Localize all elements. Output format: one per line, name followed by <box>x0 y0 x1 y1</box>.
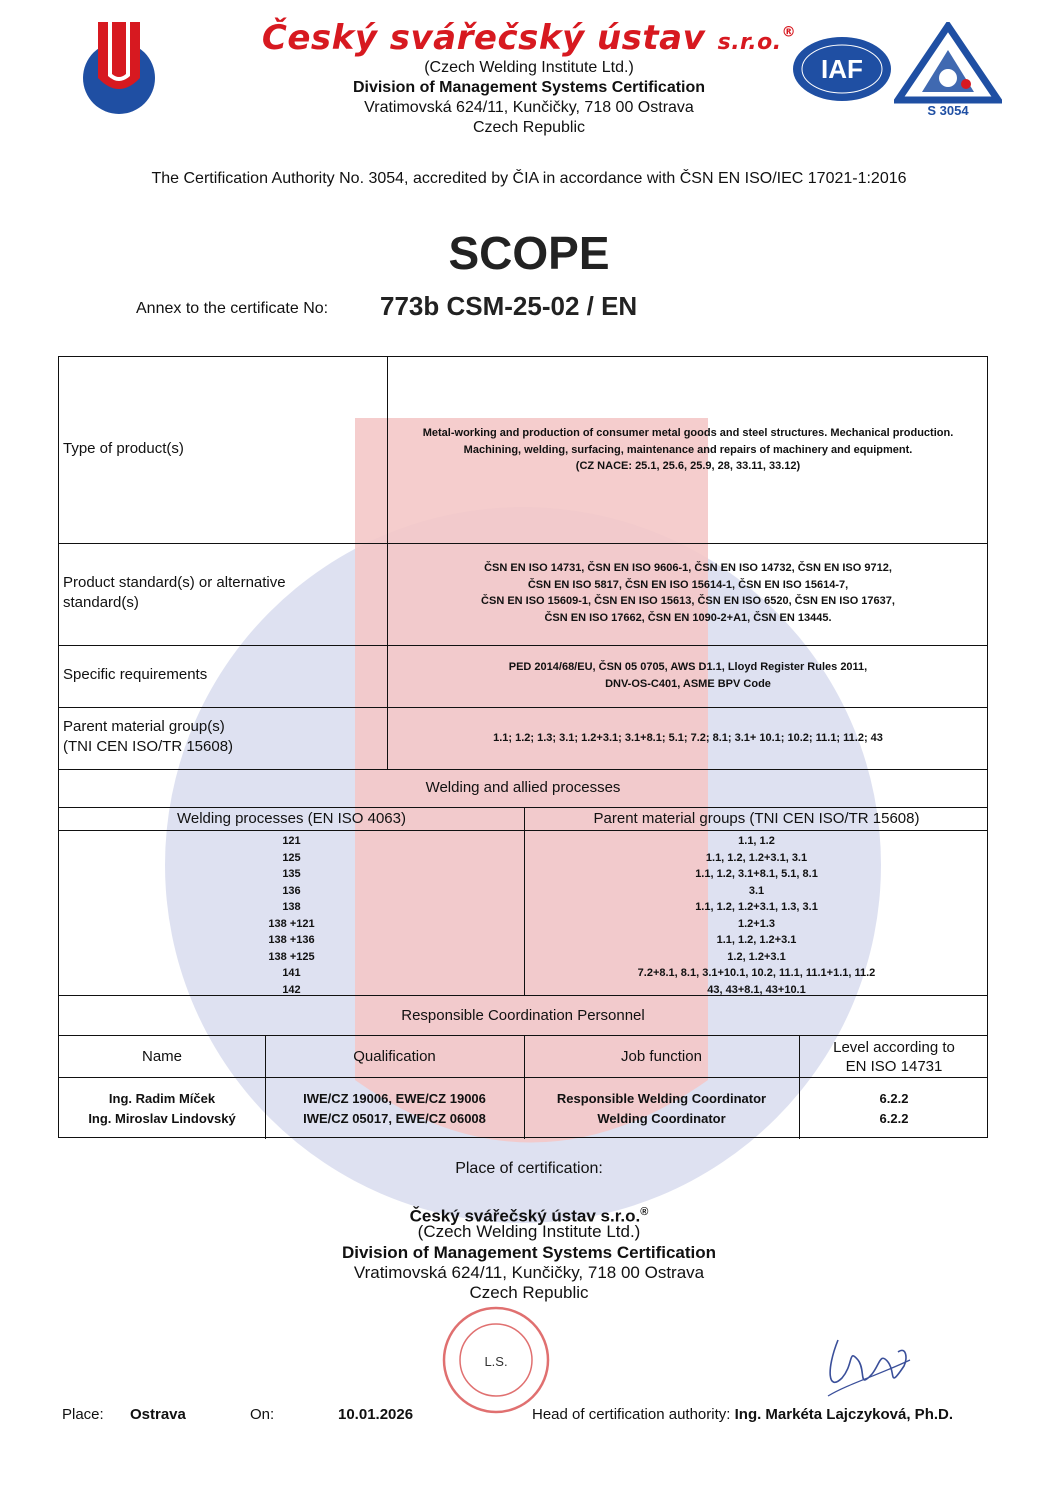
authority-statement: The Certification Authority No. 3054, accredited by ČIA in accordance with ČSN EN ISO/IEC 17021-1:2016 <box>151 170 907 187</box>
date-value: 10.01.2026 <box>338 1406 414 1423</box>
welding-process-list <box>59 833 524 998</box>
division-name: Division of Management Systems Certification <box>352 79 706 96</box>
parent-groups-header: Parent material groups (TNI CEN ISO/TR 15608) <box>593 810 920 827</box>
list-item: 136 <box>282 884 301 897</box>
row-label-specific-requirements: Specific requirements <box>63 666 208 683</box>
footer-country: Czech Republic <box>469 1283 589 1302</box>
list-item: 1.1, 1.2, 1.2+3.1, 3.1 <box>705 851 808 864</box>
row-value-product-type: Metal-working and production of consumer metal goods and steel structures. Mechanical production. Machining, welding, surfacing, maintenance and repairs of machinery and equipment. (CZ NACE: 25.1, 25.6, 25.9, 28, 33.11, 33.12) <box>422 427 954 472</box>
welding-processes-header: Welding processes (EN ISO 4063) <box>177 810 406 827</box>
row-separator <box>59 769 987 770</box>
row-separator <box>59 645 987 646</box>
place-of-certification-label: Place of certification: <box>455 1160 603 1177</box>
list-item: 1.2+1.3 <box>737 917 775 930</box>
qualification-column-header: Qualification <box>353 1048 436 1065</box>
row-separator <box>59 807 987 808</box>
list-item: 3.1 <box>748 884 765 897</box>
certificate-number: 773b CSM-25-02 / EN <box>380 291 638 321</box>
head-of-authority: Head of certification authority: Ing. Markéta Lajczyková, Ph.D. <box>532 1406 954 1423</box>
list-item: 1.1, 1.2, 1.2+3.1, 1.3, 3.1 <box>695 901 818 913</box>
list-item: 138 +121 <box>268 917 315 930</box>
list-item: 142 <box>282 983 301 996</box>
personnel-qualifications: IWE/CZ 19006, EWE/CZ 19006 IWE/CZ 05017, EWE/CZ 06008 <box>303 1091 486 1126</box>
row-value-standards: ČSN EN ISO 14731, ČSN EN ISO 9606-1, ČSN EN ISO 14732, ČSN EN ISO 9712, ČSN EN ISO 5817, ČSN EN ISO 15614-1, ČSN EN ISO 15614-7, ČSN EN ISO 15609-1, ČSN EN ISO 15613, ČSN EN ISO 6520, ČSN EN ISO 17637, ČSN EN ISO 17662, ČSN EN 1090-2+A1, ČSN EN 13445. <box>481 562 895 624</box>
list-item: 43, 43+8.1, 43+10.1 <box>707 983 806 996</box>
welding-section-title: Welding and allied processes <box>425 779 621 796</box>
row-label-standards: Product standard(s) or alternative standard(s) <box>63 574 286 611</box>
job-column-header: Job function <box>621 1048 702 1065</box>
svg-text:L.S.: L.S. <box>484 1354 508 1369</box>
row-separator <box>59 995 987 996</box>
row-separator <box>59 543 987 544</box>
list-item: 1.1, 1.2, 3.1+8.1, 5.1, 8.1 <box>695 868 818 880</box>
row-separator <box>59 1035 987 1036</box>
list-item: 141 <box>282 967 301 979</box>
list-item: 138 <box>282 901 301 913</box>
org-country: Czech Republic <box>472 119 586 136</box>
place-value: Ostrava <box>130 1406 186 1423</box>
footer-org-name: Český svářečský ústav s.r.o.® <box>409 1206 649 1226</box>
place-label: Place: <box>62 1406 104 1423</box>
svg-text:S 3054: S 3054 <box>927 103 969 118</box>
list-item: 1.1, 1.2 <box>738 835 775 847</box>
org-english-name: (Czech Welding Institute Ltd.) <box>424 59 634 76</box>
row-separator <box>59 1077 987 1078</box>
level-column-header: Level according to EN ISO 14731 <box>833 1039 955 1075</box>
org-name-title: Český svářečský ústav s.r.o.® <box>261 18 797 58</box>
personnel-levels: 6.2.2 6.2.2 <box>879 1091 909 1126</box>
row-label-product-type: Type of product(s) <box>63 440 184 457</box>
page-title: SCOPE <box>448 227 610 279</box>
official-stamp <box>428 1306 564 1414</box>
annex-label: Annex to the certificate No: <box>136 300 329 317</box>
date-label: On: <box>250 1406 275 1423</box>
list-item: 121 <box>282 835 301 847</box>
row-value-parent-material: 1.1; 1.2; 1.3; 3.1; 1.2+3.1; 3.1+8.1; 5.1; 7.2; 8.1; 3.1+ 10.1; 10.2; 11.1; 11.2; 43 <box>493 732 883 744</box>
footer-address: Vratimovská 624/11, Kunčičky, 718 00 Ostrava <box>353 1263 705 1282</box>
footer-division: Division of Management Systems Certification <box>341 1243 717 1262</box>
list-item: 125 <box>282 851 301 864</box>
personnel-names: Ing. Radim Míček Ing. Miroslav Lindovský <box>88 1091 236 1126</box>
personnel-jobs: Responsible Welding Coordinator Welding Coordinator <box>556 1091 767 1126</box>
handwritten-signature <box>818 1330 918 1400</box>
org-address: Vratimovská 624/11, Kunčičky, 718 00 Ostrava <box>364 99 694 116</box>
personnel-section-title: Responsible Coordination Personnel <box>401 1007 645 1024</box>
name-column-header: Name <box>141 1048 182 1065</box>
row-label-parent-material: Parent material group(s) (TNI CEN ISO/TR 15608) <box>63 718 234 755</box>
list-item: 7.2+8.1, 8.1, 3.1+10.1, 10.2, 11.1, 11.1+1.1, 11.2 <box>637 967 876 979</box>
list-item: 138 +125 <box>268 950 315 963</box>
footer-org-english: (Czech Welding Institute Ltd.) <box>417 1222 641 1241</box>
scope-table <box>58 356 988 1138</box>
row-separator <box>59 830 987 831</box>
list-item: 138 +136 <box>268 934 315 946</box>
list-item: 135 <box>282 868 301 880</box>
row-value-specific-requirements: PED 2014/68/EU, ČSN 05 0705, AWS D1.1, Lloyd Register Rules 2011, DNV-OS-C401, ASME BPV Code <box>508 661 868 690</box>
parent-group-list <box>524 833 989 998</box>
list-item: 1.2, 1.2+3.1 <box>727 950 786 963</box>
list-item: 1.1, 1.2, 1.2+3.1 <box>716 934 797 946</box>
svg-text:IAF: IAF <box>821 54 863 84</box>
row-separator <box>59 707 987 708</box>
